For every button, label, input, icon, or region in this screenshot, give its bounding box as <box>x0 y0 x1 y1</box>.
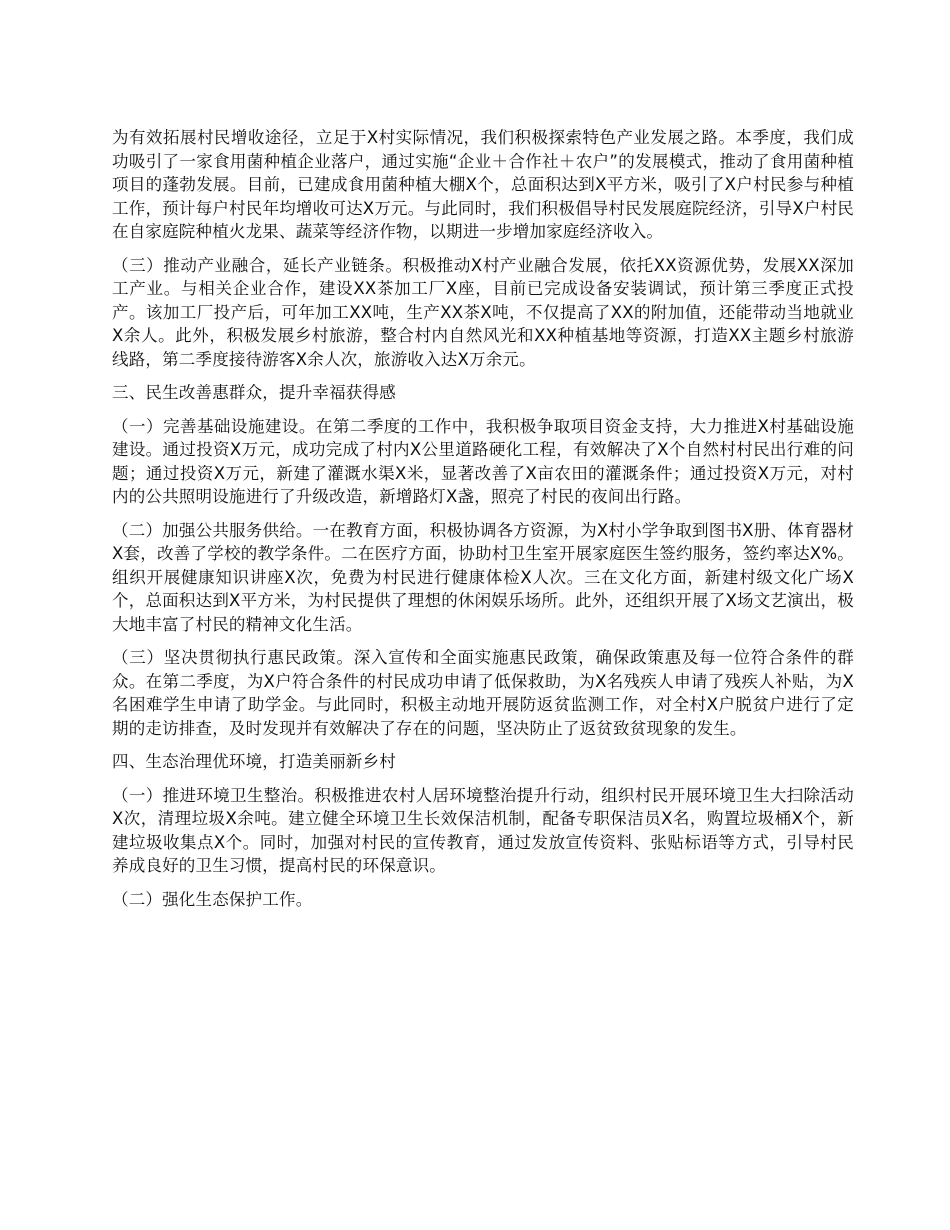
paragraph-public-services: （二）加强公共服务供给。一在教育方面，积极协调各方资源，为X村小学争取到图书X册、体育器材X套，改善了学校的教学条件。二在医疗方面，协助村卫生室开展家庭医生签约服务，签约率达X%。组织开展健康知识讲座X次，免费为村民进行健康体检X人次。三在文化方面，新建村级文化广场X个，总面积达到X平方米，为村民提供了理想的休闲娱乐场所。此外，还组织开展了X场文艺演出，极大地丰富了村民的精神文化生活。 <box>112 520 854 634</box>
section-heading-livelihood: 三、民生改善惠群众，提升幸福获得感 <box>112 383 396 402</box>
paragraph-environment-sanitation: （一）推进环境卫生整治。积极推进农村人居环境整治提升行动，组织村民开展环境卫生大扫除活动X次，清理垃圾X余吨。建立健全环境卫生长效保洁机制，配备专职保洁员X名，购置垃圾桶X个，新建垃圾收集点X个。同时，加强对村民的宣传教育，通过发放宣传资料、张贴标语等方式，引导村民养成良好的卫生习惯，提高村民的环保意识。 <box>112 785 854 875</box>
paragraph-industry-integration: （三）推动产业融合，延长产业链条。积极推动X村产业融合发展，依托XX资源优势，发展XX深加工产业。与相关企业合作，建设XX茶加工厂X座，目前已完成设备安装调试，预计第三季度正式投产。该加工厂投产后，可年加工XX吨，生产XX茶X吨，不仅提高了XX的附加值，还能带动当地就业X余人。此外，积极发展乡村旅游，整合村内自然风光和XX种植基地等资源，打造XX主题乡村旅游线路，第二季度接待游客X余人次，旅游收入达X万余元。 <box>112 255 854 369</box>
paragraph-ecological-protection: （二）强化生态保护工作。 <box>112 889 313 909</box>
section-heading-ecology: 四、生态治理优环境，打造美丽新乡村 <box>112 752 396 771</box>
paragraph-welfare-policy: （三）坚决贯彻执行惠民政策。深入宣传和全面实施惠民政策，确保政策惠及每一位符合条件的群众。在第二季度，为X户符合条件的村民成功申请了低保救助，为X名残疾人申请了残疾人补贴，为X名困难学生申请了助学金。与此同时，积极主动地开展防返贫监测工作，对全村X户脱贫户进行了定期的走访排查，及时发现并有效解决了存在的问题，坚决防止了返贫致贫现象的发生。 <box>112 648 854 738</box>
paragraph-infrastructure: （一）完善基础设施建设。在第二季度的工作中，我积极争取项目资金支持，大力推进X村基础设施建设。通过投资X万元，成功完成了村内X公里道路硬化工程，有效解决了X个自然村村民出行难的问题；通过投资X万元，新建了灌溉水渠X米，显著改善了X亩农田的灌溉条件；通过投资X万元，对村内的公共照明设施进行了升级改造，新增路灯X盏，照亮了村民的夜间出行路。 <box>112 416 854 506</box>
document-page <box>112 126 854 921</box>
paragraph-income-growth: 为有效拓展村民增收途径，立足于X村实际情况，我们积极探索特色产业发展之路。本季度，我们成功吸引了一家食用菌种植企业落户，通过实施“企业＋合作社＋农户”的发展模式，推动了食用菌种植项目的蓬勃发展。目前，已建成食用菌种植大棚X个，总面积达到X平方米，吸引了X户村民参与种植工作，预计每户村民年均增收可达X万元。与此同时，我们积极倡导村民发展庭院经济，引导X户村民在自家庭院种植火龙果、蔬菜等经济作物，以期进一步增加家庭经济收入。 <box>112 128 854 241</box>
